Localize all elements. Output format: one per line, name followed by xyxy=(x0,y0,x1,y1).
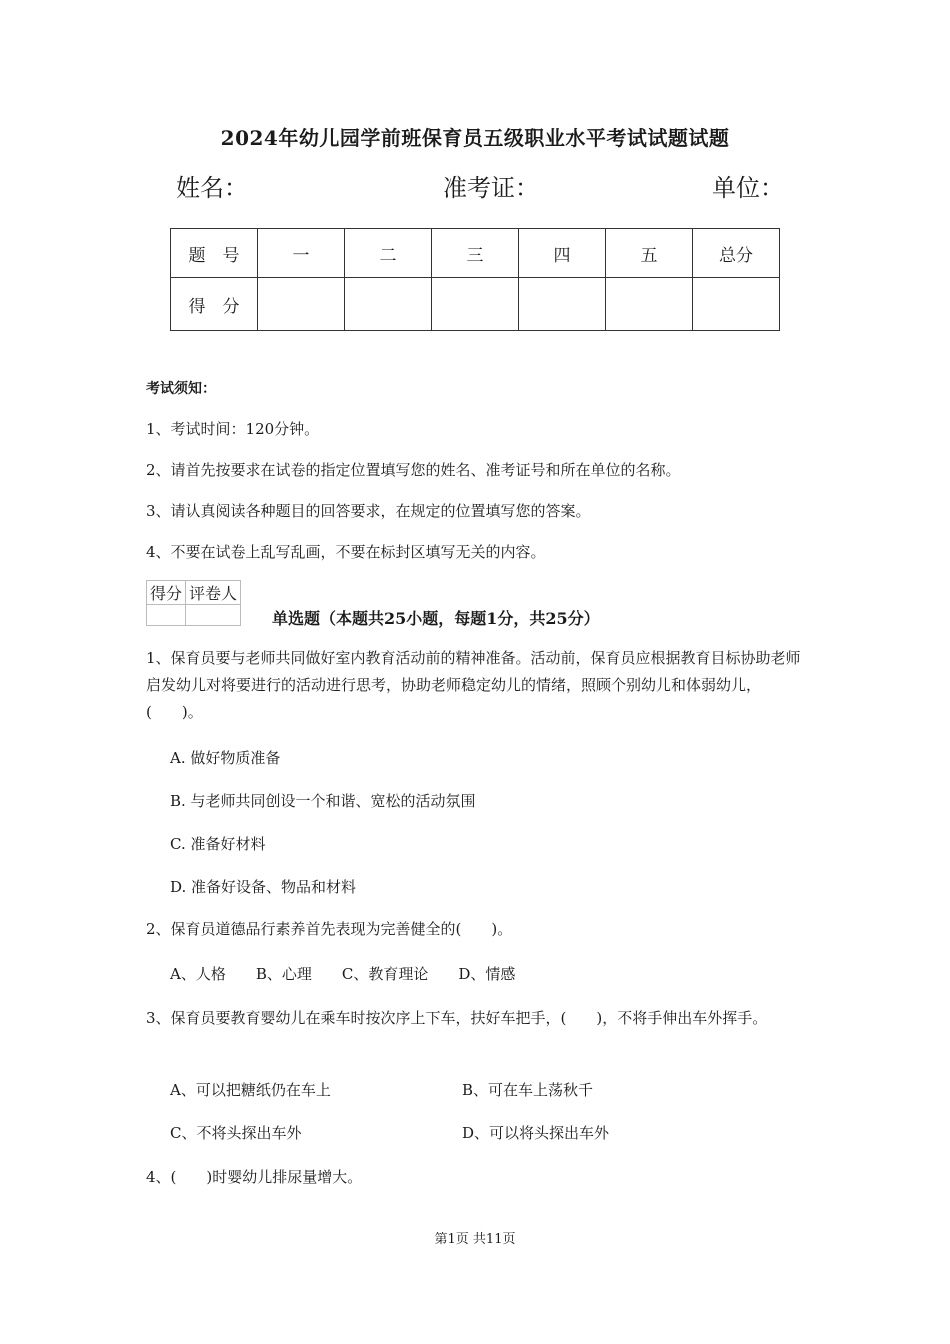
score-row-label: 得 分 xyxy=(171,278,258,331)
score-table-header-row xyxy=(171,229,780,278)
instruction-item: 2、请首先按要求在试卷的指定位置填写您的姓名、准考证号和所在单位的名称。 xyxy=(146,461,681,479)
instruction-item: 1、考试时间：120分钟。 xyxy=(146,420,320,438)
score-cell xyxy=(258,278,345,331)
question-option: B. 与老师共同创设一个和谐、宽松的活动氛围 xyxy=(170,792,476,810)
question-option: D、可以将头探出车外 xyxy=(462,1124,610,1142)
page-footer: 第1页 共11页 xyxy=(434,1232,516,1247)
question-option: A、可以把糖纸仍在车上 xyxy=(170,1081,331,1099)
score-header-cell: 题 号 xyxy=(171,229,258,278)
grader-name-label: 评卷人 xyxy=(186,581,241,605)
grader-score-cell xyxy=(147,605,186,626)
question-stem: 3、保育员要教育婴幼儿在乘车时按次序上下车，扶好车把手，( )，不将手伸出车外挥手。 xyxy=(146,1009,768,1027)
question-options-line: A、人格 B、心理 C、教育理论 D、情感 xyxy=(170,965,516,983)
question-option: C. 准备好材料 xyxy=(170,835,266,853)
score-cell xyxy=(432,278,519,331)
grader-score-label: 得分 xyxy=(147,581,186,605)
question-option: A. 做好物质准备 xyxy=(170,749,281,767)
score-header-cell: 三 xyxy=(432,229,519,278)
section-title: 单选题（本题共25小题，每题1分，共25分） xyxy=(272,609,600,628)
score-cell xyxy=(519,278,606,331)
score-header-cell: 一 xyxy=(258,229,345,278)
instruction-item: 4、不要在试卷上乱写乱画，不要在标封区填写无关的内容。 xyxy=(146,543,546,561)
score-header-cell: 二 xyxy=(345,229,432,278)
question-option: C、不将头探出车外 xyxy=(170,1124,302,1142)
question-stem: 4、( )时婴幼儿排尿量增大。 xyxy=(146,1168,363,1186)
score-cell xyxy=(693,278,780,331)
grader-box xyxy=(146,580,241,626)
score-cell xyxy=(606,278,693,331)
instructions-heading: 考试须知： xyxy=(146,381,216,397)
question-option: B、可在车上荡秋千 xyxy=(462,1081,594,1099)
instruction-item: 3、请认真阅读各种题目的回答要求，在规定的位置填写您的答案。 xyxy=(146,502,591,520)
question-stem: 1、保育员要与老师共同做好室内教育活动前的精神准备。活动前，保育员应根据教育目标协助老师启发幼儿对将要进行的活动进行思考，协助老师稳定幼儿的情绪，照顾个别幼儿和体弱幼儿，( )。 xyxy=(146,649,801,721)
question-stem: 2、保育员道德品行素养首先表现为完善健全的( )。 xyxy=(146,920,513,938)
score-cell xyxy=(345,278,432,331)
page-title: 2024年幼儿园学前班保育员五级职业水平考试试题试题 xyxy=(220,126,730,150)
score-header-cell: 总分 xyxy=(693,229,780,278)
score-table xyxy=(170,228,780,331)
unit-label: 单位： xyxy=(712,174,784,202)
score-header-cell: 五 xyxy=(606,229,693,278)
score-table-score-row xyxy=(171,278,780,331)
score-header-cell: 四 xyxy=(519,229,606,278)
question-option: D. 准备好设备、物品和材料 xyxy=(170,878,357,896)
name-label: 姓名： xyxy=(176,174,248,202)
grader-name-cell xyxy=(186,605,241,626)
exam-id-label: 准考证： xyxy=(443,174,539,202)
